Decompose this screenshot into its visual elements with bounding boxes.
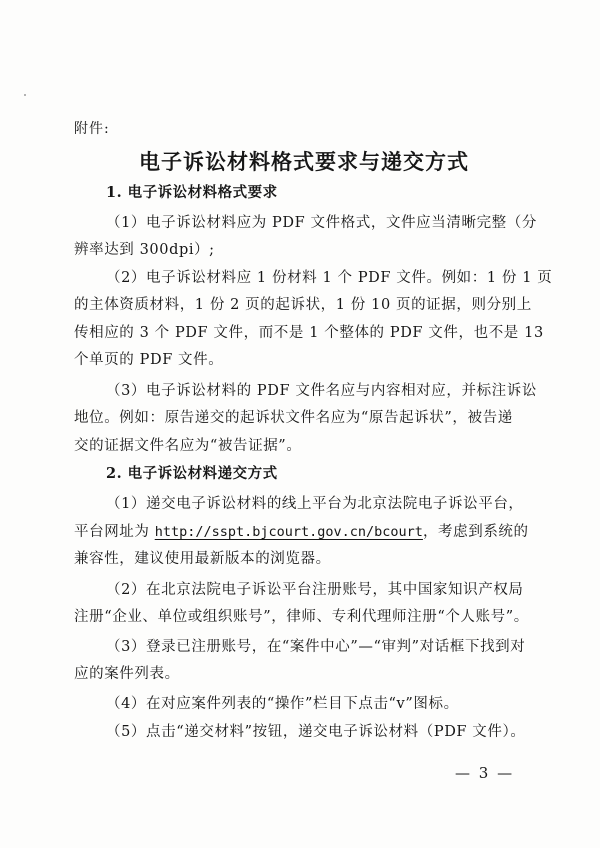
paragraph-line: （1）递交电子诉讼材料的线上平台为北京法院电子诉讼平台，	[106, 496, 524, 512]
paragraph-line: （3）登录已注册账号，在“案件中心”—“审判”对话框下找到对	[106, 639, 526, 655]
paragraph-line: 的主体资质材料，1 份 2 页的起诉状，1 份 10 页的证据，则分别上	[74, 297, 532, 313]
paragraph-line: （1）电子诉讼材料应为 PDF 文件格式，文件应当清晰完整（分	[106, 215, 537, 231]
paragraph-line: 应的案件列表。	[74, 666, 180, 682]
paragraph-line: 兼容性，建议使用最新版本的浏览器。	[74, 551, 331, 567]
paragraph-line: 辨率达到 300dpi）;	[74, 242, 215, 258]
attachment-label: 附件:	[74, 121, 110, 137]
page-number: — 3 —	[455, 764, 515, 782]
url-prefix: 平台网址为	[74, 524, 155, 540]
paragraph-line: （2）电子诉讼材料应 1 份材料 1 个 PDF 文件。例如：1 份 1 页	[106, 270, 553, 286]
paragraph-line: 传相应的 3 个 PDF 文件，而不是 1 个整体的 PDF 文件，也不是 13	[74, 325, 544, 341]
paragraph-line: （5）点击“递交材料”按钮，递交电子诉讼材料（PDF 文件）。	[106, 724, 526, 740]
section1-heading: 1. 电子诉讼材料格式要求	[106, 184, 278, 201]
section2-heading: 2. 电子诉讼材料递交方式	[106, 465, 278, 482]
document-title: 电子诉讼材料格式要求与递交方式	[139, 149, 469, 174]
url-suffix: ，考虑到系统的	[422, 524, 529, 540]
paragraph-line: （2）在北京法院电子诉讼平台注册账号，其中国家知识产权局	[106, 582, 524, 598]
paragraph-line: 个单页的 PDF 文件。	[74, 352, 224, 368]
paragraph-line: 注册“企业、单位或组织账号”，律师、专利代理师注册“个人账号”。	[74, 609, 529, 625]
paragraph-line: （4）在对应案件列表的“操作”栏目下点击“v”图标。	[106, 696, 459, 712]
paragraph-line-with-url	[74, 520, 529, 541]
paragraph-line: （3）电子诉讼材料的 PDF 文件名应与内容相对应，并标注诉讼	[106, 383, 537, 399]
paragraph-line: 地位。例如：原告递交的起诉状文件名应为“原告起诉状”，被告递	[74, 410, 513, 426]
scan-speck	[24, 94, 26, 96]
paragraph-line: 交的证据文件名应为“被告证据”。	[74, 438, 302, 454]
platform-url-link[interactable]: http://sspt.bjcourt.gov.cn/bcourt	[154, 524, 423, 540]
